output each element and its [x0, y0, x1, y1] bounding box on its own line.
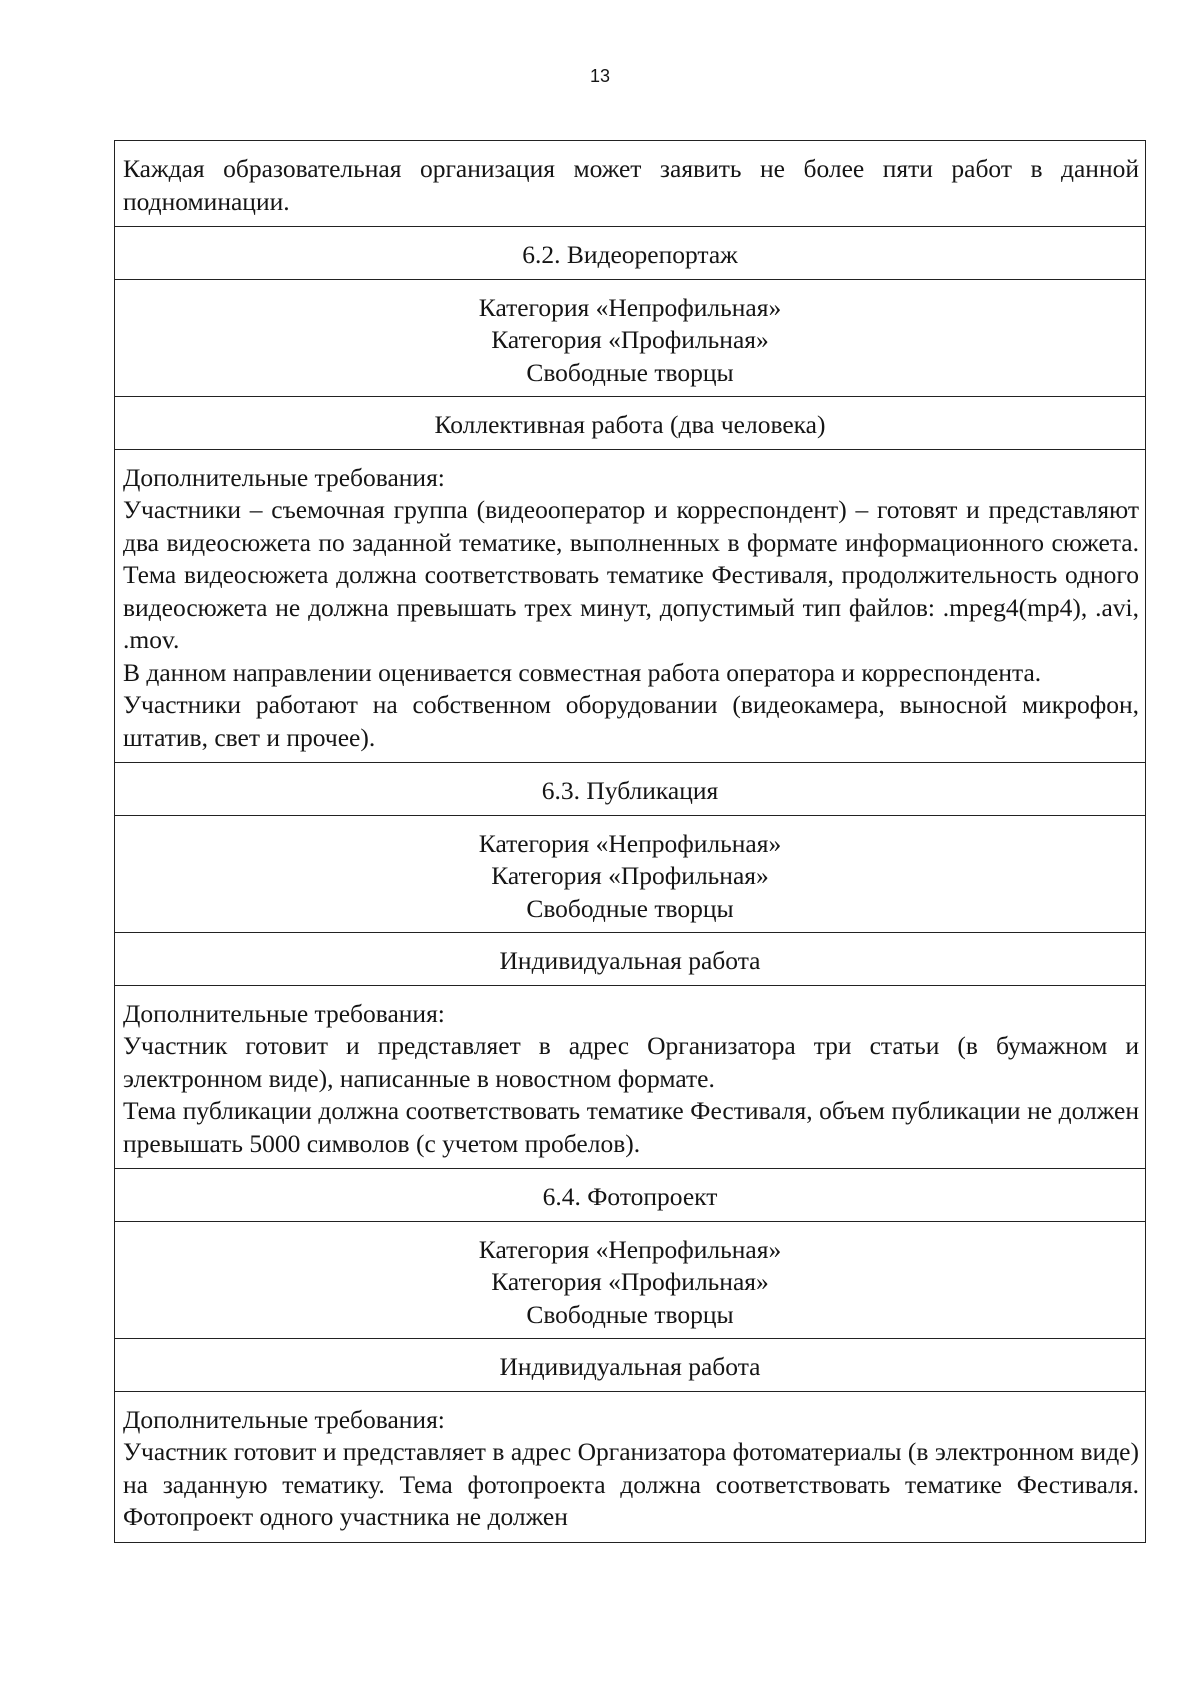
requirements-paragraph: Участник готовит и представляет в адрес Организатора три статьи (в бумажном и электронном виде), написанные в новостном формате. — [123, 1031, 1139, 1093]
requirements-label: Дополнительные требования: — [123, 1404, 445, 1434]
section-heading-publication: 6.3. Публикация — [115, 762, 1145, 815]
requirements-paragraph: Тема публикации должна соответствовать тематике Фестиваля, объем публикации не должен превышать 5000 символов (с учетом пробелов). — [123, 1096, 1139, 1158]
category-line: Категория «Непрофильная» — [478, 292, 782, 322]
category-line: Категория «Непрофильная» — [478, 1234, 782, 1264]
section-heading-video-report: 6.2. Видеорепортаж — [115, 226, 1145, 279]
category-line: Свободные творцы — [526, 357, 734, 387]
requirements-cell-photo-project — [115, 1391, 1145, 1542]
requirements-cell-publication — [115, 985, 1145, 1169]
category-line: Свободные творцы — [526, 1299, 734, 1329]
section-heading-photo-project: 6.4. Фотопроект — [115, 1168, 1145, 1221]
requirements-label: Дополнительные требования: — [123, 998, 445, 1028]
requirements-paragraph: Участники – съемочная группа (видеооператор и корреспондент) – готовят и представляют два видеосюжета по заданной тематике, выполненных в формате информационного сюжета. Тема видеосюжета должна соответствовать тематике Фестиваля, продолжительность одного видеосюжета не должна превышать трех минут, допустимый тип файлов: .mpeg4(mp4), .avi, .mov. — [123, 495, 1139, 654]
category-line: Свободные творцы — [526, 893, 734, 923]
requirements-cell-video-report — [115, 449, 1145, 763]
category-line: Категория «Профильная» — [491, 1267, 769, 1296]
requirements-label: Дополнительные требования: — [123, 462, 445, 492]
category-line: Категория «Профильная» — [491, 325, 769, 354]
requirements-table — [114, 140, 1146, 1543]
intro-text-cell — [115, 141, 1145, 226]
page-number: 13 — [589, 66, 611, 86]
requirements-paragraph: В данном направлении оценивается совместная работа оператора и корреспондента. — [123, 657, 1042, 687]
categories-cell-photo-project — [115, 1221, 1145, 1339]
category-line: Категория «Непрофильная» — [478, 828, 782, 858]
work-type-cell-publication: Индивидуальная работа — [115, 932, 1145, 985]
intro-paragraph: Каждая образовательная организация может заявить не более пяти работ в данной подноминации. — [123, 154, 1139, 216]
requirements-paragraph: Участник готовит и представляет в адрес Организатора фотоматериалы (в электронном виде) на заданную тематику. Тема фотопроекта должна соответствовать тематике Фестиваля. Фотопроект одного участника не должен — [123, 1437, 1139, 1531]
work-type-cell-photo-project: Индивидуальная работа — [115, 1338, 1145, 1391]
requirements-paragraph: Участники работают на собственном оборудовании (видеокамера, выносной микрофон, штатив, свет и прочее). — [123, 690, 1139, 752]
categories-cell-video-report — [115, 279, 1145, 397]
work-type-cell-video-report: Коллективная работа (два человека) — [115, 396, 1145, 449]
categories-cell-publication — [115, 815, 1145, 933]
category-line: Категория «Профильная» — [491, 861, 769, 890]
